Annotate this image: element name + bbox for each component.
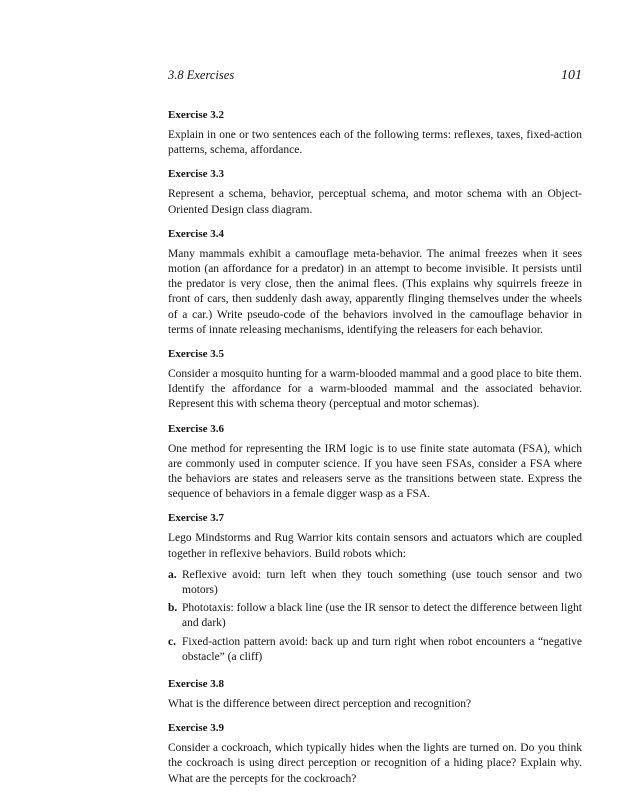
list-marker: a. xyxy=(168,568,177,581)
exercise-heading: Exercise 3.7 xyxy=(168,512,225,525)
exercise-3-7 xyxy=(168,511,582,665)
exercise-3-2 xyxy=(168,108,582,158)
exercise-3-4 xyxy=(168,227,582,338)
exercise-3-5 xyxy=(168,347,582,413)
exercise-text: Represent a schema, behavior, perceptual schema, and motor schema with an Object-Oriented Design class diagram. xyxy=(168,188,582,216)
exercise-text: What is the difference between direct perception and recognition? xyxy=(168,698,472,711)
list-item xyxy=(168,568,582,598)
running-header xyxy=(168,68,582,88)
exercise-text: One method for representing the IRM logic is to use finite state automata (FSA), which are commonly used in computer science. If you have seen FSAs, consider a FSA where the behaviors are states and releasers serve as the transitions between state. Express the sequence of behaviors in a female digger wasp as a FSA. xyxy=(168,442,582,501)
exercise-3-6 xyxy=(168,422,582,503)
section-title: 3.8 Exercises xyxy=(168,68,235,82)
exercise-heading: Exercise 3.9 xyxy=(168,722,225,735)
list-marker: c. xyxy=(168,635,176,648)
exercise-text: Consider a mosquito hunting for a warm-blooded mammal and a good place to bite them. Identify the affordance for a warm-blooded mammal and the associated behavior. Represent this with schema theory (perceptual and motor schemas). xyxy=(168,368,582,411)
exercise-heading: Exercise 3.6 xyxy=(168,422,225,435)
list-item xyxy=(168,601,582,631)
list-marker: b. xyxy=(168,602,178,615)
exercise-heading: Exercise 3.4 xyxy=(168,227,225,240)
exercise-3-8 xyxy=(168,677,582,712)
exercise-text: Consider a cockroach, which typically hides when the lights are turned on. Do you think the cockroach is using direct perception or recognition of a hiding place? Explain why. What are the percepts for the cockroach? xyxy=(168,742,582,785)
exercise-heading: Exercise 3.2 xyxy=(168,109,225,121)
exercise-heading: Exercise 3.8 xyxy=(168,678,225,691)
page-number: 101 xyxy=(561,68,582,83)
exercise-3-3 xyxy=(168,167,582,217)
exercise-3-9 xyxy=(168,721,582,787)
list-item xyxy=(168,635,582,665)
exercise-text: Explain in one or two sentences each of the following terms: reflexes, taxes, fixed-action patterns, schema, affordance. xyxy=(168,129,582,157)
list-item-text: Reflexive avoid: turn left when they touch something (use touch sensor and two motors) xyxy=(182,568,582,597)
list-item-text: Fixed-action pattern avoid: back up and turn right when robot encounters a “negative obstacle” (a cliff) xyxy=(182,635,582,663)
exercise-heading: Exercise 3.5 xyxy=(168,348,225,361)
task-list xyxy=(168,568,582,665)
exercise-text: Many mammals exhibit a camouflage meta-behavior. The animal freezes when it sees motion (an affordance for a predator) in an attempt to become invisible. It persists until the predator is very close, then the animal flees. (This explains why squirrels freeze in front of cars, then suddenly dash away, apparently flinging themselves under the wheels of a car.) Write pseudo-code of the behaviors involved in the camouflage behavior in terms of innate releasing mechanisms, identifying the releasers for each behavior. xyxy=(168,247,582,336)
page xyxy=(168,68,582,787)
exercise-text: Lego Mindstorms and Rug Warrior kits contain sensors and actuators which are coupled together in reflexive behaviors. Build robots which: xyxy=(168,532,582,560)
exercise-heading: Exercise 3.3 xyxy=(168,168,225,181)
list-item-text: Phototaxis: follow a black line (use the IR sensor to detect the difference between light and dark) xyxy=(182,602,582,630)
